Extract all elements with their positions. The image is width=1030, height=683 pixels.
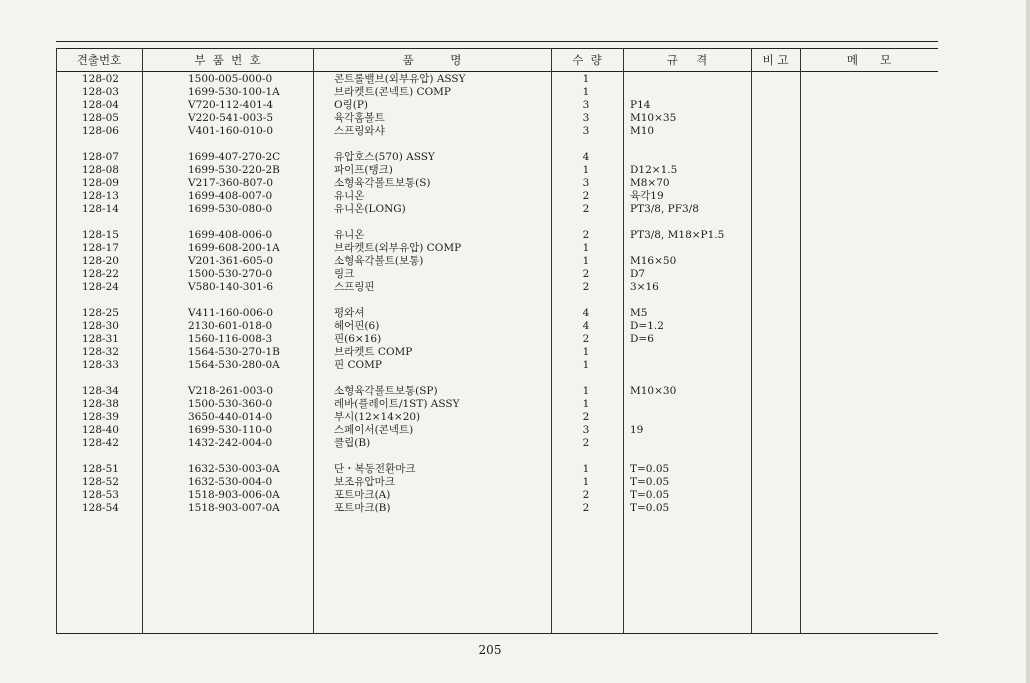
spec-cell: M5 [630, 307, 648, 319]
quantity-cell: 3 [582, 125, 590, 137]
part-number-cell: 1518-903-007-0A [188, 502, 280, 514]
quantity-cell: 4 [582, 151, 590, 163]
table-row [0, 411, 1030, 424]
quantity-cell: 2 [582, 268, 590, 280]
table-row [0, 255, 1030, 268]
ref-no-cell: 128-24 [82, 281, 119, 293]
quantity-cell: 1 [582, 255, 590, 267]
part-number-cell: 1632-530-003-0A [188, 463, 280, 475]
ref-no-cell: 128-31 [82, 333, 119, 345]
ref-no-cell: 128-32 [82, 346, 119, 358]
part-name-cell: 유니온(LONG) [334, 203, 406, 215]
part-name-cell: 평와셔 [334, 307, 365, 319]
page-number: 205 [478, 643, 502, 657]
part-number-cell: 1699-408-006-0 [188, 229, 273, 241]
part-number-cell: 3650-440-014-0 [188, 411, 273, 423]
part-number-cell: V218-261-003-0 [188, 385, 274, 397]
ref-no-cell: 128-25 [82, 307, 119, 319]
quantity-cell: 2 [582, 229, 590, 241]
ref-no-cell: 128-33 [82, 359, 119, 371]
part-number-cell: 1699-408-007-0 [188, 190, 273, 202]
ref-no-cell: 128-34 [82, 385, 119, 397]
part-name-cell: 유니온 [334, 229, 365, 241]
row-group [0, 385, 1030, 450]
table-row [0, 398, 1030, 411]
quantity-cell: 3 [582, 177, 590, 189]
spec-cell: D=6 [630, 333, 654, 345]
ref-no-cell: 128-39 [82, 411, 119, 423]
table-row [0, 86, 1030, 99]
part-number-cell: 1500-005-000-0 [188, 73, 273, 85]
ref-no-cell: 128-51 [82, 463, 119, 475]
table-row [0, 476, 1030, 489]
part-number-cell: 1699-530-110-0 [188, 424, 273, 436]
bottom-rule [56, 633, 938, 634]
part-number-cell: 1500-530-270-0 [188, 268, 273, 280]
table-row [0, 359, 1030, 372]
spec-cell: M10×35 [630, 112, 677, 124]
spec-cell: T=0.05 [630, 476, 670, 488]
quantity-cell: 3 [582, 112, 590, 124]
part-name-cell: 파이프(탱크) [334, 164, 393, 176]
quantity-cell: 2 [582, 502, 590, 514]
table-row [0, 346, 1030, 359]
ref-no-cell: 128-15 [82, 229, 119, 241]
ref-no-cell: 128-05 [82, 112, 119, 124]
table-row [0, 424, 1030, 437]
table-row [0, 125, 1030, 138]
part-name-cell: 단・복동전환마크 [334, 463, 416, 475]
top-rule [56, 41, 938, 42]
spec-cell: PT3/8, PF3/8 [630, 203, 699, 215]
part-name-cell: 스프링와샤 [334, 125, 385, 137]
ref-no-cell: 128-13 [82, 190, 119, 202]
spec-cell: 3×16 [630, 281, 659, 293]
table-row [0, 333, 1030, 346]
table-row [0, 268, 1030, 281]
quantity-cell: 3 [582, 424, 590, 436]
part-name-cell: 포트마크(B) [334, 502, 391, 514]
quantity-cell: 1 [582, 242, 590, 254]
part-name-cell: 부시(12×14×20) [334, 411, 421, 423]
part-number-cell: V220-541-003-5 [188, 112, 274, 124]
ref-no-cell: 128-40 [82, 424, 119, 436]
part-name-cell: 핀(6×16) [334, 333, 382, 345]
table-row [0, 463, 1030, 476]
quantity-cell: 2 [582, 437, 590, 449]
part-name-cell: 포트마크(A) [334, 489, 391, 501]
table-row [0, 229, 1030, 242]
header-quantity: 수 량 [572, 53, 602, 67]
row-group [0, 73, 1030, 138]
part-name-cell: 유니온 [334, 190, 365, 202]
quantity-cell: 2 [582, 190, 590, 202]
quantity-cell: 4 [582, 320, 590, 332]
part-number-cell: 1518-903-006-0A [188, 489, 280, 501]
row-group [0, 463, 1030, 515]
spec-cell: 19 [630, 424, 644, 436]
spec-cell: M10×30 [630, 385, 677, 397]
spec-cell: T=0.05 [630, 502, 670, 514]
table-row [0, 281, 1030, 294]
part-name-cell: 유압호스(570) ASSY [334, 151, 435, 163]
ref-no-cell: 128-20 [82, 255, 119, 267]
part-number-cell: 1432-242-004-0 [188, 437, 273, 449]
table-row [0, 242, 1030, 255]
quantity-cell: 2 [582, 489, 590, 501]
spec-cell: T=0.05 [630, 463, 670, 475]
quantity-cell: 1 [582, 476, 590, 488]
quantity-cell: 1 [582, 86, 590, 98]
part-name-cell: 스페이서(콘넥트) [334, 424, 414, 436]
part-name-cell: 클립(B) [334, 437, 371, 449]
part-name-cell: O링(P) [334, 99, 369, 111]
spec-cell: PT3/8, M18×P1.5 [630, 229, 725, 241]
table-row [0, 99, 1030, 112]
spec-cell: 육각19 [630, 190, 664, 202]
ref-no-cell: 128-06 [82, 125, 119, 137]
parts-table-body [0, 73, 1030, 515]
table-row [0, 177, 1030, 190]
part-number-cell: 1699-407-270-2C [188, 151, 281, 163]
quantity-cell: 2 [582, 203, 590, 215]
quantity-cell: 2 [582, 281, 590, 293]
ref-no-cell: 128-08 [82, 164, 119, 176]
ref-no-cell: 128-17 [82, 242, 119, 254]
part-number-cell: 1560-116-008-3 [188, 333, 273, 345]
spec-cell: T=0.05 [630, 489, 670, 501]
ref-no-cell: 128-03 [82, 86, 119, 98]
ref-no-cell: 128-09 [82, 177, 119, 189]
table-row [0, 307, 1030, 320]
quantity-cell: 1 [582, 398, 590, 410]
part-name-cell: 육각홈볼트 [334, 112, 385, 124]
ref-no-cell: 128-22 [82, 268, 119, 280]
part-number-cell: V411-160-006-0 [188, 307, 274, 319]
part-name-cell: 소형육각볼트보통(S) [334, 177, 431, 189]
page-edge [1026, 0, 1030, 683]
table-row [0, 385, 1030, 398]
quantity-cell: 4 [582, 307, 590, 319]
table-header [56, 50, 938, 70]
part-number-cell: 1699-530-080-0 [188, 203, 273, 215]
part-number-cell: V580-140-301-6 [188, 281, 274, 293]
header-ref-no: 견출번호 [76, 53, 122, 67]
part-name-cell: 소형육각볼트보통(SP) [334, 385, 438, 397]
part-number-cell: 1500-530-360-0 [188, 398, 273, 410]
header-memo: 메 모 [846, 53, 892, 67]
spec-cell: D12×1.5 [630, 164, 678, 176]
quantity-cell: 1 [582, 346, 590, 358]
quantity-cell: 2 [582, 333, 590, 345]
table-row [0, 320, 1030, 333]
quantity-cell: 1 [582, 164, 590, 176]
spec-cell: M16×50 [630, 255, 677, 267]
table-row [0, 502, 1030, 515]
part-number-cell: V401-160-010-0 [188, 125, 274, 137]
part-name-cell: 레바(플레이트/1ST) ASSY [334, 398, 460, 410]
table-row [0, 489, 1030, 502]
part-name-cell: 보조유압마크 [334, 476, 395, 488]
header-bottom-rule [56, 71, 938, 72]
part-name-cell: 링크 [334, 268, 355, 280]
table-row [0, 151, 1030, 164]
table-row [0, 203, 1030, 216]
table-row [0, 190, 1030, 203]
part-number-cell: 1699-608-200-1A [188, 242, 280, 254]
quantity-cell: 3 [582, 99, 590, 111]
part-name-cell: 스프링핀 [334, 281, 375, 293]
spec-cell: P14 [630, 99, 651, 111]
ref-no-cell: 128-30 [82, 320, 119, 332]
part-name-cell: 브라켓트(외부유압) COMP [334, 242, 462, 254]
spec-cell: D7 [630, 268, 646, 280]
part-name-cell: 콘트롤밸브(외부유압) ASSY [334, 73, 466, 85]
ref-no-cell: 128-07 [82, 151, 119, 163]
part-name-cell: 핀 COMP [334, 359, 382, 371]
table-row [0, 73, 1030, 86]
header-part-name: 품 명 [402, 53, 462, 67]
part-number-cell: 1564-530-270-1B [188, 346, 280, 358]
part-number-cell: 1699-530-220-2B [188, 164, 280, 176]
part-name-cell: 소형육각볼트(보통) [334, 255, 424, 267]
part-name-cell: 헤어핀(6) [334, 320, 380, 332]
quantity-cell: 1 [582, 385, 590, 397]
part-number-cell: V201-361-605-0 [188, 255, 274, 267]
table-row [0, 164, 1030, 177]
quantity-cell: 2 [582, 411, 590, 423]
header-top-rule [56, 48, 938, 49]
ref-no-cell: 128-38 [82, 398, 119, 410]
spec-cell: M8×70 [630, 177, 670, 189]
part-number-cell: 2130-601-018-0 [188, 320, 273, 332]
header-spec: 규 격 [666, 53, 708, 67]
spec-cell: M10 [630, 125, 655, 137]
part-name-cell: 브라켓트(콘넥트) COMP [334, 86, 451, 98]
row-group [0, 307, 1030, 372]
ref-no-cell: 128-54 [82, 502, 119, 514]
table-row [0, 112, 1030, 125]
row-group [0, 229, 1030, 294]
header-part-no: 부 품 번 호 [194, 53, 261, 67]
table-row [0, 437, 1030, 450]
quantity-cell: 1 [582, 463, 590, 475]
spec-cell: D=1.2 [630, 320, 664, 332]
ref-no-cell: 128-52 [82, 476, 119, 488]
ref-no-cell: 128-14 [82, 203, 119, 215]
part-number-cell: 1564-530-280-0A [188, 359, 280, 371]
part-number-cell: V217-360-807-0 [188, 177, 274, 189]
part-number-cell: V720-112-401-4 [188, 99, 274, 111]
ref-no-cell: 128-42 [82, 437, 119, 449]
header-note: 비 고 [762, 53, 789, 67]
quantity-cell: 1 [582, 73, 590, 85]
part-number-cell: 1699-530-100-1A [188, 86, 280, 98]
part-name-cell: 브라켓트 COMP [334, 346, 413, 358]
row-group [0, 151, 1030, 216]
ref-no-cell: 128-02 [82, 73, 119, 85]
ref-no-cell: 128-04 [82, 99, 119, 111]
ref-no-cell: 128-53 [82, 489, 119, 501]
part-number-cell: 1632-530-004-0 [188, 476, 273, 488]
quantity-cell: 1 [582, 359, 590, 371]
